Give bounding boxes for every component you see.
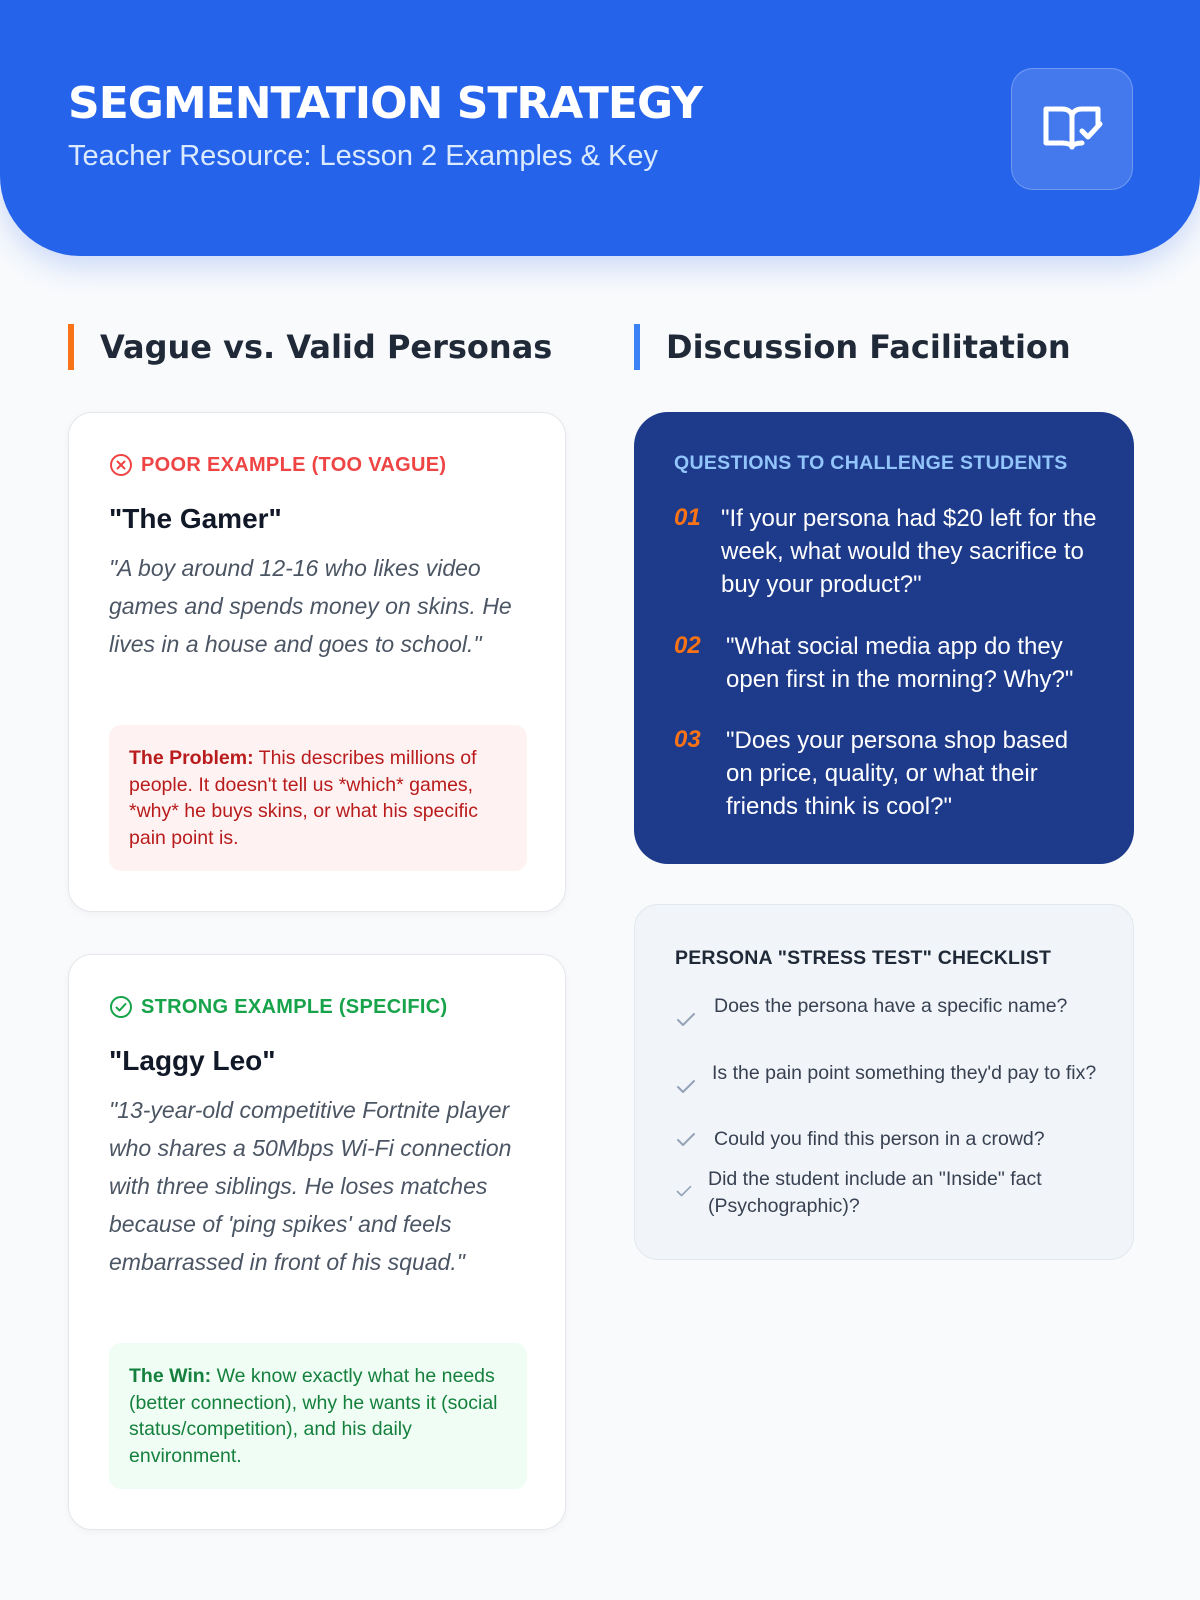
strong-example-card <box>68 954 566 1530</box>
question-text: "If your persona had $20 left for the week, what would they sacrifice to buy your product?" <box>721 505 1097 598</box>
question-text: "What social media app do they open first in the morning? Why?" <box>726 633 1074 693</box>
poor-example-label <box>109 453 446 477</box>
strong-example-label-text: STRONG EXAMPLE (SPECIFIC) <box>141 995 448 1018</box>
problem-callout <box>109 725 527 871</box>
checklist-item-text: Does the persona have a specific name? <box>714 995 1068 1017</box>
check-icon <box>675 1184 693 1199</box>
persona-name: "Laggy Leo" <box>109 1045 276 1076</box>
persona-description: "A boy around 12-16 who likes video games and spends money on skins. He lives in a house and goes to school." <box>109 555 512 657</box>
checklist-item-text: Did the student include an "Inside" fact (Psychographic)? <box>708 1168 1042 1217</box>
question-number: 01 <box>674 504 701 531</box>
x-circle-icon <box>109 453 133 477</box>
strong-example-label <box>109 995 447 1019</box>
win-callout <box>109 1343 527 1489</box>
callout-text: We know exactly what he needs (better connection), why he wants it (social status/competition), and his daily environment. <box>129 1365 498 1467</box>
section-heading-discussion <box>634 324 1071 370</box>
check-icon <box>675 1011 697 1029</box>
question-text: "Does your persona shop based on price, quality, or what their friends think is cool?" <box>726 727 1069 820</box>
section-heading-text: Discussion Facilitation <box>666 328 1071 366</box>
section-heading-personas <box>68 324 552 370</box>
stress-test-checklist <box>634 904 1134 1260</box>
callout-label: The Problem: <box>129 747 254 769</box>
check-icon <box>675 1078 697 1096</box>
check-circle-icon <box>109 995 133 1019</box>
question-number: 02 <box>674 632 701 659</box>
page-title: SEGMENTATION STRATEGY <box>68 78 702 129</box>
page-subtitle: Teacher Resource: Lesson 2 Examples & Key <box>68 140 658 172</box>
persona-description: "13-year-old competitive Fortnite player who shares a 50Mbps Wi-Fi connection with three siblings. He loses matches because of 'ping spikes' and feels embarrassed in front of his squad." <box>109 1097 512 1275</box>
accent-bar <box>68 324 74 370</box>
poor-example-card <box>68 412 566 912</box>
checklist-heading: PERSONA "STRESS TEST" CHECKLIST <box>675 947 1052 969</box>
persona-name: "The Gamer" <box>109 503 282 534</box>
header-banner <box>0 0 1200 256</box>
book-check-icon <box>1011 68 1133 190</box>
checklist-item-text: Could you find this person in a crowd? <box>714 1128 1045 1150</box>
callout-text: This describes millions of people. It doesn't tell us *which* games, *why* he buys skins, or what his specific pain point is. <box>129 747 478 849</box>
question-number: 03 <box>674 726 701 753</box>
checklist-item-text: Is the pain point something they'd pay to fix? <box>712 1062 1097 1084</box>
questions-panel <box>634 412 1134 864</box>
callout-label: The Win: <box>129 1365 212 1387</box>
check-icon <box>675 1131 697 1149</box>
accent-bar <box>634 324 640 370</box>
section-heading-text: Vague vs. Valid Personas <box>100 328 553 366</box>
poor-example-label-text: POOR EXAMPLE (TOO VAGUE) <box>141 453 447 476</box>
questions-heading: QUESTIONS TO CHALLENGE STUDENTS <box>674 452 1068 474</box>
